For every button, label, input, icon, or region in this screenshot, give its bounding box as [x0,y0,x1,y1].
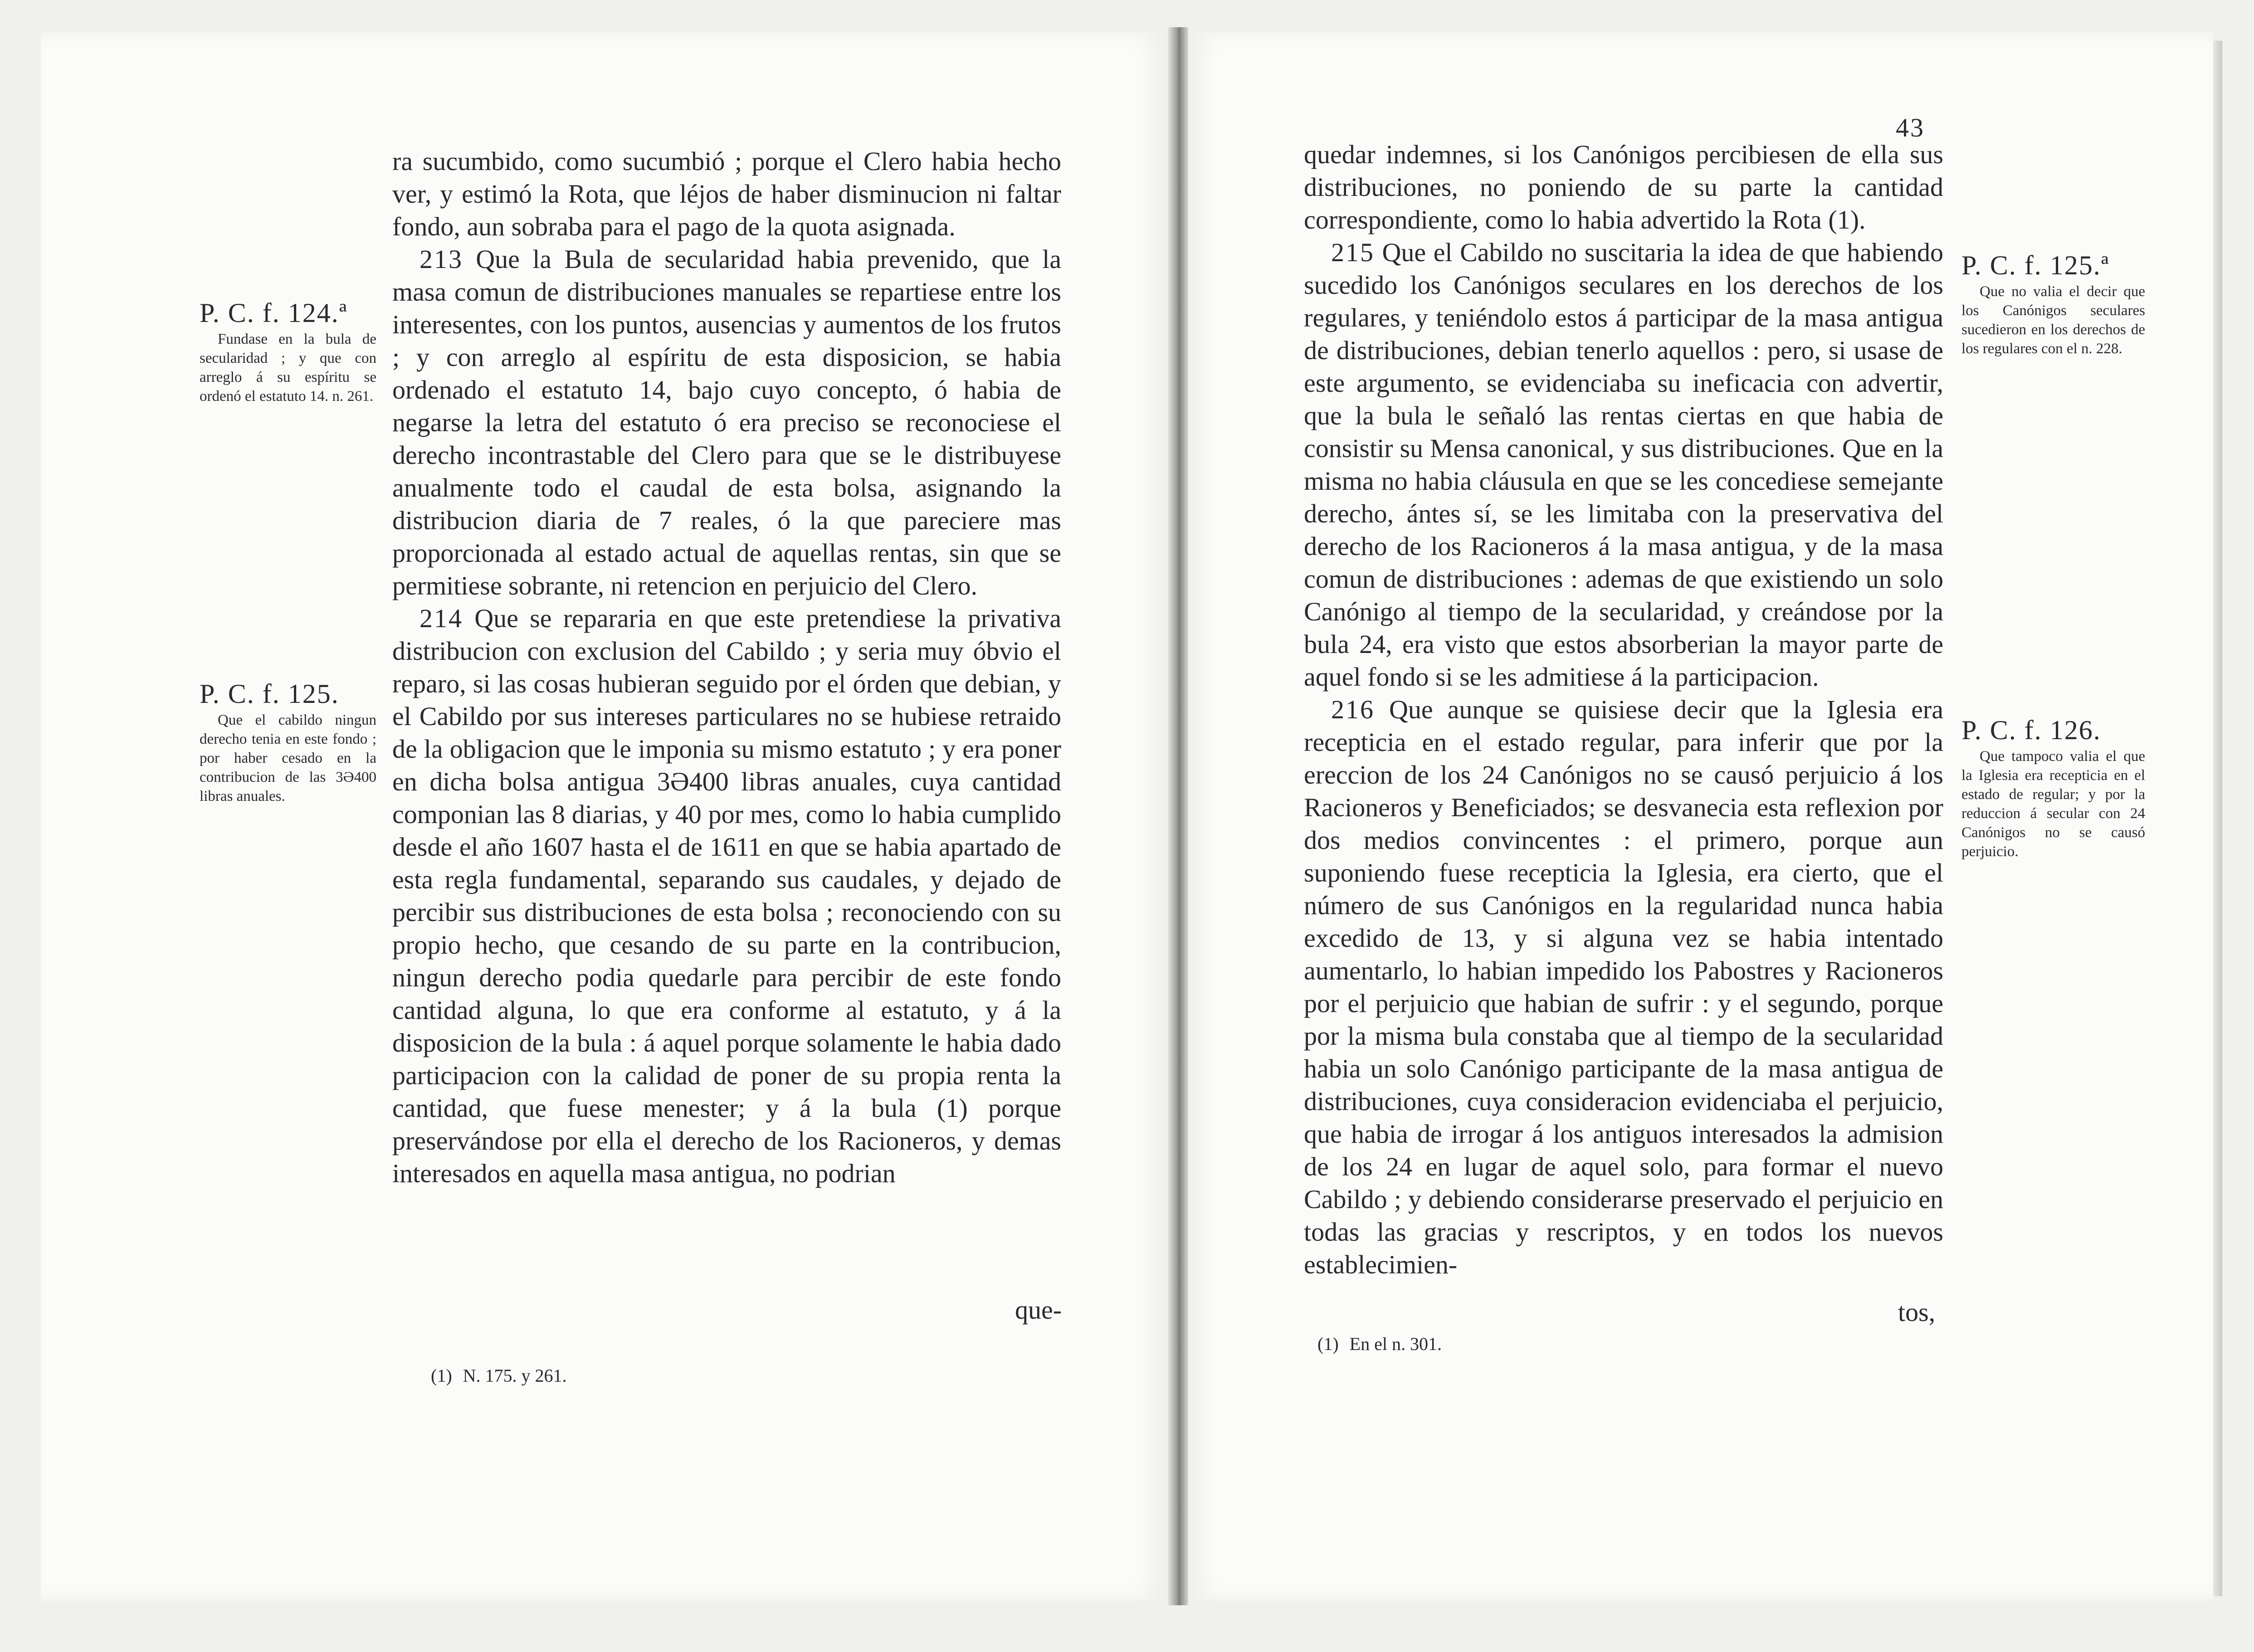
paragraph-number: 213 [420,244,463,274]
paragraph-text: Que se repararia en que este pretendiese la privativa distribucion con exclusion del Cabildo ; y seria muy óbvio el reparo, si las cosas hubieran seguido por el órden que debian, y el Cabildo por sus intereses particulares no se hubiese retraido de la obligacion que le imponia su mismo estatuto ; y era poner en dicha bolsa antigua 3Ə400 libras anuales, cuya cantidad componian las 8 diarias, y 40 por mes, como lo habia cumplido desde el año 1607 hasta el de 1611 en que se habia apartado de esta regla fundamental, separando sus caudales, y dejado de percibir sus distribuciones de esta bolsa ; reconociendo con su propio hecho, que cesando de su parte en la contribucion, ningun derecho podia quedarle para percibir de este fondo cantidad alguna, lo que era conforme al estatuto, y á la disposicion de la bula : á aquel porque solamente le habia dado participacion con la calidad de poner de su propia renta la cantidad, que fuese menester; y á la bula (1) porque preservándose por ella el derecho de los Racioneros, y demas interesados en aquella masa antigua, no podrian [392,604,1061,1188]
paragraph-text: Que el Cabildo no suscitaria la idea de que habiendo sucedido los Canónigos seculares en los derechos de los regulares, y teniéndolo estos á participar de la masa antigua de distribuciones, debian tenerlo aquellos : pero, si usase de este argumento, se evidenciaba su ineficacia con advertir, que la bula le señaló las rentas ciertas en que habia de consistir su Mensa canonical, y sus distribuciones. Que en la misma no habia cláusula en que se les concediese semejante derecho, ántes sí, se les limitaba con la preservativa del derecho de los Racioneros á la masa antigua, y de la masa comun de distribuciones : ademas de que existiendo un solo Canónigo al tiempo de la secularidad, y creándose por la bula 24, era visto que estos absorberian la mayor parte de aquel fondo si se les admitiese á la participacion. [1304,238,1944,692]
margin-note [1961,249,2145,358]
paragraph-number: 216 [1331,695,1375,724]
right-body-text [1304,138,1943,1281]
book-gutter [1168,27,1188,1605]
page-number: 43 [1896,113,1925,142]
left-body-text [392,145,1061,1190]
footnote-mark: (1) [1317,1334,1339,1354]
paragraph-214 [392,602,1061,1190]
margin-note-reference: P. C. f. 125. [200,679,339,709]
footnote [1317,1333,1680,1355]
footnote-mark: (1) [431,1365,452,1386]
catchword: tos, [1898,1297,1936,1327]
footnote [431,1365,794,1387]
paragraph-text: quedar indemnes, si los Canónigos percibiesen de ella sus distribuciones, no poniendo de su parte la cantidad correspondiente, como lo habia advertido la Rota (1). [1304,140,1943,234]
paragraph-number: 214 [420,604,463,633]
margin-note [200,678,376,806]
paragraph-continuation [1304,138,1943,236]
paragraph-text: Que aunque se quisiese decir que la Iglesia era recepticia en el estado regular, para inferir que por la ereccion de los 24 Canónigos no se causó perjuicio á los Racioneros y Beneficiados; se desvanecia esta reflexion por dos medios convincentes : el primero, porque aun suponiendo fuese recepticia la Iglesia, era cierto, que el número de sus Canónigos en la regularidad nunca habia excedido de 13, y si alguna vez se habia intentado aumentarlo, lo habian impedido los Pabostres y Racioneros por el perjuicio que habian de sufrir : y el segundo, porque por la misma bula constaba que al tiempo de la secularidad habia un solo Canónigo participante de la masa antigua de distribuciones, cuya consideracion evidenciaba el perjuicio, que habia de irrogar á los antiguos interesados la admision de los 24 en lugar de aquel solo, para formar el nuevo Cabildo ; y debiendo considerarse preservado el perjuicio en todas las gracias y rescriptos, y en todos los nuevos establecimien- [1304,695,1943,1279]
paragraph-text: Que la Bula de secularidad habia prevenido, que la masa comun de distribuciones manuales se repartiese entre los interesentes, con los puntos, ausencias y aumentos de los frutos ; y con arreglo al espíritu de esta disposicion, se habia ordenado el estatuto 14, bajo cuyo concepto, ó habia de negarse la letra del estatuto ó era preciso se reconociese el derecho incontrastable del Clero para que se le distribuyese anualmente todo el caudal de esta bolsa, asignando la distribucion diaria de 7 reales, ó la que pareciere mas proporcionada al estado actual de aquellas rentas, sin que se permitiese sobrante, ni retencion en perjuicio del Clero. [392,244,1061,600]
paragraph-number: 215 [1331,238,1375,267]
margin-note-text: Que el cabildo ningun derecho tenia en este fondo ; por haber cesado en la contribucion de las 3Ə400 libras anuales. [200,712,376,804]
margin-note [200,297,376,406]
paragraph-continuation [392,145,1061,243]
paragraph-215 [1304,236,1943,693]
paragraph-216 [1304,693,1943,1281]
margin-note-reference: P. C. f. 126. [1961,715,2101,745]
page-edge [2213,41,2222,1596]
paragraph-text: ra sucumbido, como sucumbió ; porque el Clero habia hecho ver, y estimó la Rota, que léjos de haber disminucion ni faltar fondo, aun sobraba para el pago de la quota asignada. [392,146,1061,241]
paragraph-213 [392,243,1061,602]
footnote-text: En el n. 301. [1349,1334,1442,1354]
footnote-text: N. 175. y 261. [463,1365,567,1386]
margin-note-text: Fundase en la bula de secularidad ; y que con arreglo á su espíritu se ordenó el estatuto 14. n. 261. [200,331,376,404]
catchword: que- [1015,1295,1062,1325]
margin-note-text: Que tampoco valia el que la Iglesia era recepticia en el estado de regular; y por la reduccion á secular con 24 Canónigos no se causó perjuicio. [1961,748,2145,860]
margin-note-reference: P. C. f. 125.ª [1961,250,2110,280]
margin-note-text: Que no valia el decir que los Canónigos seculares sucedieron en los derechos de los regulares con el n. 228. [1961,283,2145,357]
margin-note [1961,714,2145,861]
margin-note-reference: P. C. f. 124.ª [200,298,348,328]
